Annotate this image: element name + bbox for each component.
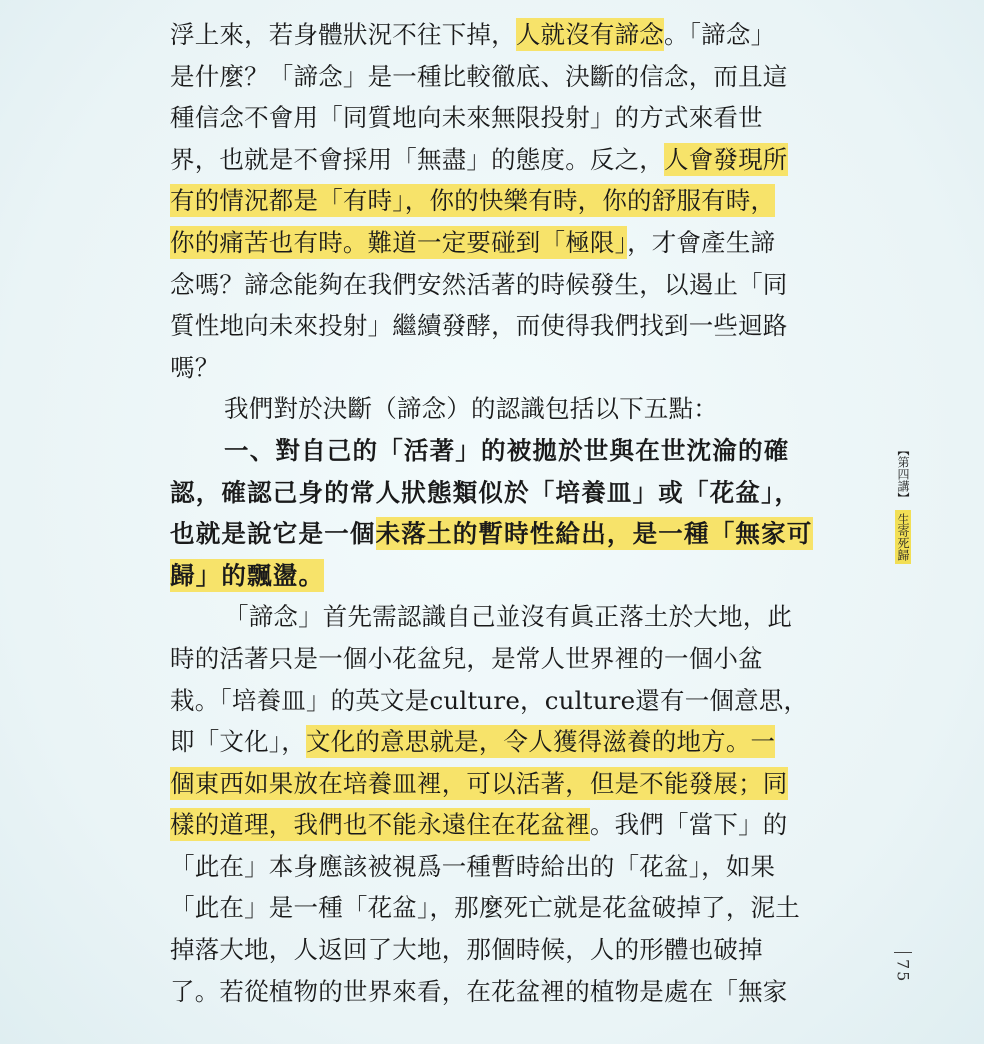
text-line: [170, 430, 830, 472]
text-line: [170, 804, 830, 846]
text-line: [170, 971, 830, 1013]
highlighted-text: 有的情況都是「有時」，你的快樂有時，你的舒服有時，: [170, 186, 776, 216]
text-segment: ，才會產生諦: [627, 227, 776, 257]
text-segment: 「此在」是一種「花盆」，那麼死亡就是花盆破掉了，泥土: [170, 893, 800, 923]
chapter-label: 【第四講】: [896, 444, 910, 504]
text-line: [170, 555, 830, 597]
text-segment: 浮上來，若身體狀況不往下掉，: [170, 20, 516, 49]
text-line: [170, 846, 830, 888]
text-line: [170, 97, 830, 139]
highlighted-text: 歸」的飄盪。: [170, 560, 325, 590]
text-segment: 我們對於決斷（諦念）的認識包括以下五點：: [224, 394, 718, 424]
page-number-rule: [894, 952, 912, 953]
text-line: [170, 680, 830, 722]
chapter-title: 生寄死歸: [895, 510, 911, 564]
text-line: [170, 513, 830, 555]
highlighted-text: 人就沒有諦念: [515, 20, 665, 49]
text-line: [170, 763, 830, 805]
text-line: [170, 139, 830, 181]
text-line: [170, 56, 830, 98]
text-segment: 掉落大地，人返回了大地，那個時候，人的形體也破掉: [170, 935, 763, 965]
highlighted-text: 未落土的暫時性給出，是一種「無家可: [375, 519, 813, 549]
text-line: [170, 14, 830, 56]
page-number: [892, 952, 914, 983]
text-line: [170, 887, 830, 929]
text-segment: 一、對自己的「活著」的被拋於世與在世沈淪的確: [224, 435, 790, 465]
text-segment: 即「文化」，: [170, 727, 306, 757]
text-segment: 嗎？: [170, 352, 220, 382]
text-line: [170, 721, 830, 763]
text-segment: 「諦念」首先需認識自己並沒有眞正落土於大地，此: [224, 602, 793, 632]
body-text: [170, 14, 830, 1012]
text-segment: 質性地向未來投射」繼續發酵，而使得我們找到一些迴路: [170, 311, 788, 341]
text-segment: 。我們「當下」的: [589, 810, 788, 840]
text-segment: 念嗎？諦念能夠在我們安然活著的時候發生，以遏止「同: [170, 269, 788, 299]
highlighted-text: 你的痛苦也有時。難道一定要碰到「極限」: [170, 227, 628, 257]
text-line: [170, 222, 830, 264]
text-line: [170, 596, 830, 638]
text-line: [170, 180, 830, 222]
page-number-digits: 75: [893, 959, 913, 984]
text-segment: 界，也就是不會採用「無盡」的態度。反之，: [170, 144, 664, 174]
text-segment: 「此在」本身應該被視爲一種暫時給出的「花盆」，如果: [170, 851, 776, 881]
text-segment: 種信念不會用「同質地向未來無限投射」的方式來看世: [170, 103, 763, 133]
chapter-sidebar: [890, 444, 916, 564]
text-line: [170, 388, 830, 430]
highlighted-text: 個東西如果放在培養皿裡，可以活著，但是不能發展；同: [170, 768, 788, 798]
text-segment: 是什麼？「諦念」是一種比較徹底、決斷的信念，而且這: [170, 61, 788, 91]
text-line: [170, 264, 830, 306]
text-segment: 也就是說它是一個: [170, 519, 376, 549]
text-segment: 栽。「培養皿」的英文是culture，culture還有一個意思，: [170, 685, 809, 715]
text-segment: 認，確認己身的常人狀態類似於「培養皿」或「花盆」，: [170, 477, 801, 507]
text-line: [170, 638, 830, 680]
text-segment: 了。若從植物的世界來看，在花盆裡的植物是處在「無家: [170, 976, 788, 1006]
text-line: [170, 347, 830, 389]
text-line: [170, 305, 830, 347]
text-line: [170, 472, 830, 514]
text-segment: 。「諦念」: [664, 20, 776, 49]
text-segment: 時的活著只是一個小花盆兒，是常人世界裡的一個小盆: [170, 643, 763, 673]
highlighted-text: 人會發現所: [664, 144, 788, 174]
highlighted-text: 樣的道理，我們也不能永遠住在花盆裡: [170, 810, 590, 840]
text-line: [170, 929, 830, 971]
highlighted-text: 文化的意思就是，令人獲得滋養的地方。一: [305, 727, 776, 757]
